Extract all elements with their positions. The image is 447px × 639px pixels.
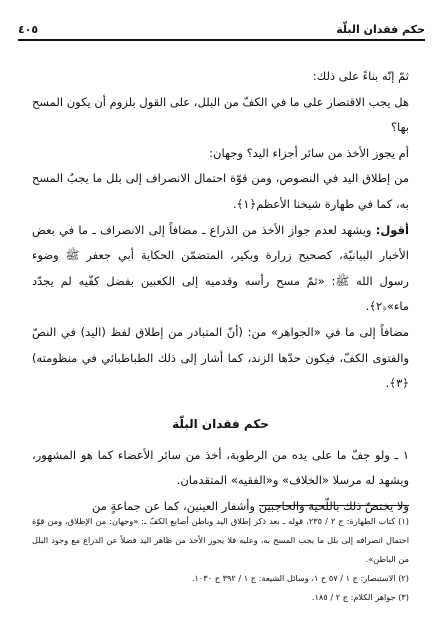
- main-text: [32, 64, 409, 520]
- chapter-title: حكم فقدان البلّة: [336, 23, 425, 36]
- paragraph-7: ١ ـ ولو جفّ ما على يده من الرطوبة، أخذ من سائر الأعضاء كما هو المشهور، ويشهد له مرسلا «الخلاف» و«الفقيه» المتقدمان.: [32, 447, 409, 488]
- footnote-2: (٢) الاستبصار: ج ١ / ٥٧ ح ١، وسائل الشيعة: ج ١ / ٣٩٢ ح ١٠٣٠.: [191, 573, 409, 583]
- section-heading: حكم فقدان البلّة: [172, 416, 269, 431]
- footnote-3: (٣) جواهر الكلام: ج ٢ / ١٨٥.: [311, 592, 409, 602]
- paragraph-2: هل يجب الاقتصار على ما في الكفّ من البلل، على القول بلزوم أن يكون المسح بها؟: [32, 94, 409, 135]
- paragraph-5: [32, 218, 409, 320]
- paragraph-1: ثمّ إنّه بناءً على ذلك:: [312, 69, 409, 83]
- paragraph-3: أم يجوز الأخذ من سائر أجزاء اليد؟ وجهان:: [209, 145, 409, 160]
- paragraph-8: ولا يختصّ ذلك باللّحية والحاجبين وأشفار العينين، كما عن جماعةٍ من: [91, 498, 409, 513]
- paragraph-5-lead: أقول:: [375, 222, 409, 237]
- running-header: [18, 18, 425, 36]
- paragraph-5-text: ويشهد لعدم جواز الأخذ من الذراع ـ مضافاً إلى الانصراف ـ ما في بعض الأخبار البيانيّة، كصحيح زرارة وبكير، المتضمّن الحكاية أبي جعفر ﷺ وضوء رسول الله ﷺ: «ثمّ مسح رأسه وقدميه إلى الكعبين بفضل كفّيه لم يجدّد ماء»﴿٢﴾.: [32, 222, 409, 314]
- footnotes: [32, 512, 409, 607]
- paragraph-6: مضافاً إلى ما في «الجواهر» من: (أنّ المتبادر من إطلاق لفظ (اليد) في النصّ والفتوى الكفّ، فيكون حدّها الزند، كما أشار إلى ذلك الطباطبائي في منظومته)﴿٣﴾.: [32, 324, 409, 391]
- header-divider: [18, 39, 425, 41]
- page-number: ٤٠٥: [18, 23, 39, 36]
- footnote-divider: [259, 505, 409, 506]
- paragraph-4: من إطلاق اليد في النصوص، ومن قوّة احتمال الانصراف إلى بلل ما يجبُ المسح به، كما في طهارة شيخنا الأعظم﴿١﴾.: [32, 171, 409, 211]
- footnote-1: (١) كتاب الطهارة: ج ٢ / ٢٣٥، قوله ـ بعد ذكر إطلاق اليد وباطن أصابع الكفّ ـ: «وجهان: من الإطلاق، ومن قوّة احتمال انصرافه إلى بلل ما يجب المسح به، وعليه فلا يجوز الأخذ من ظاهر اليد فضلاً عن الذراع مع وجود البلل من الباطن».: [32, 516, 409, 564]
